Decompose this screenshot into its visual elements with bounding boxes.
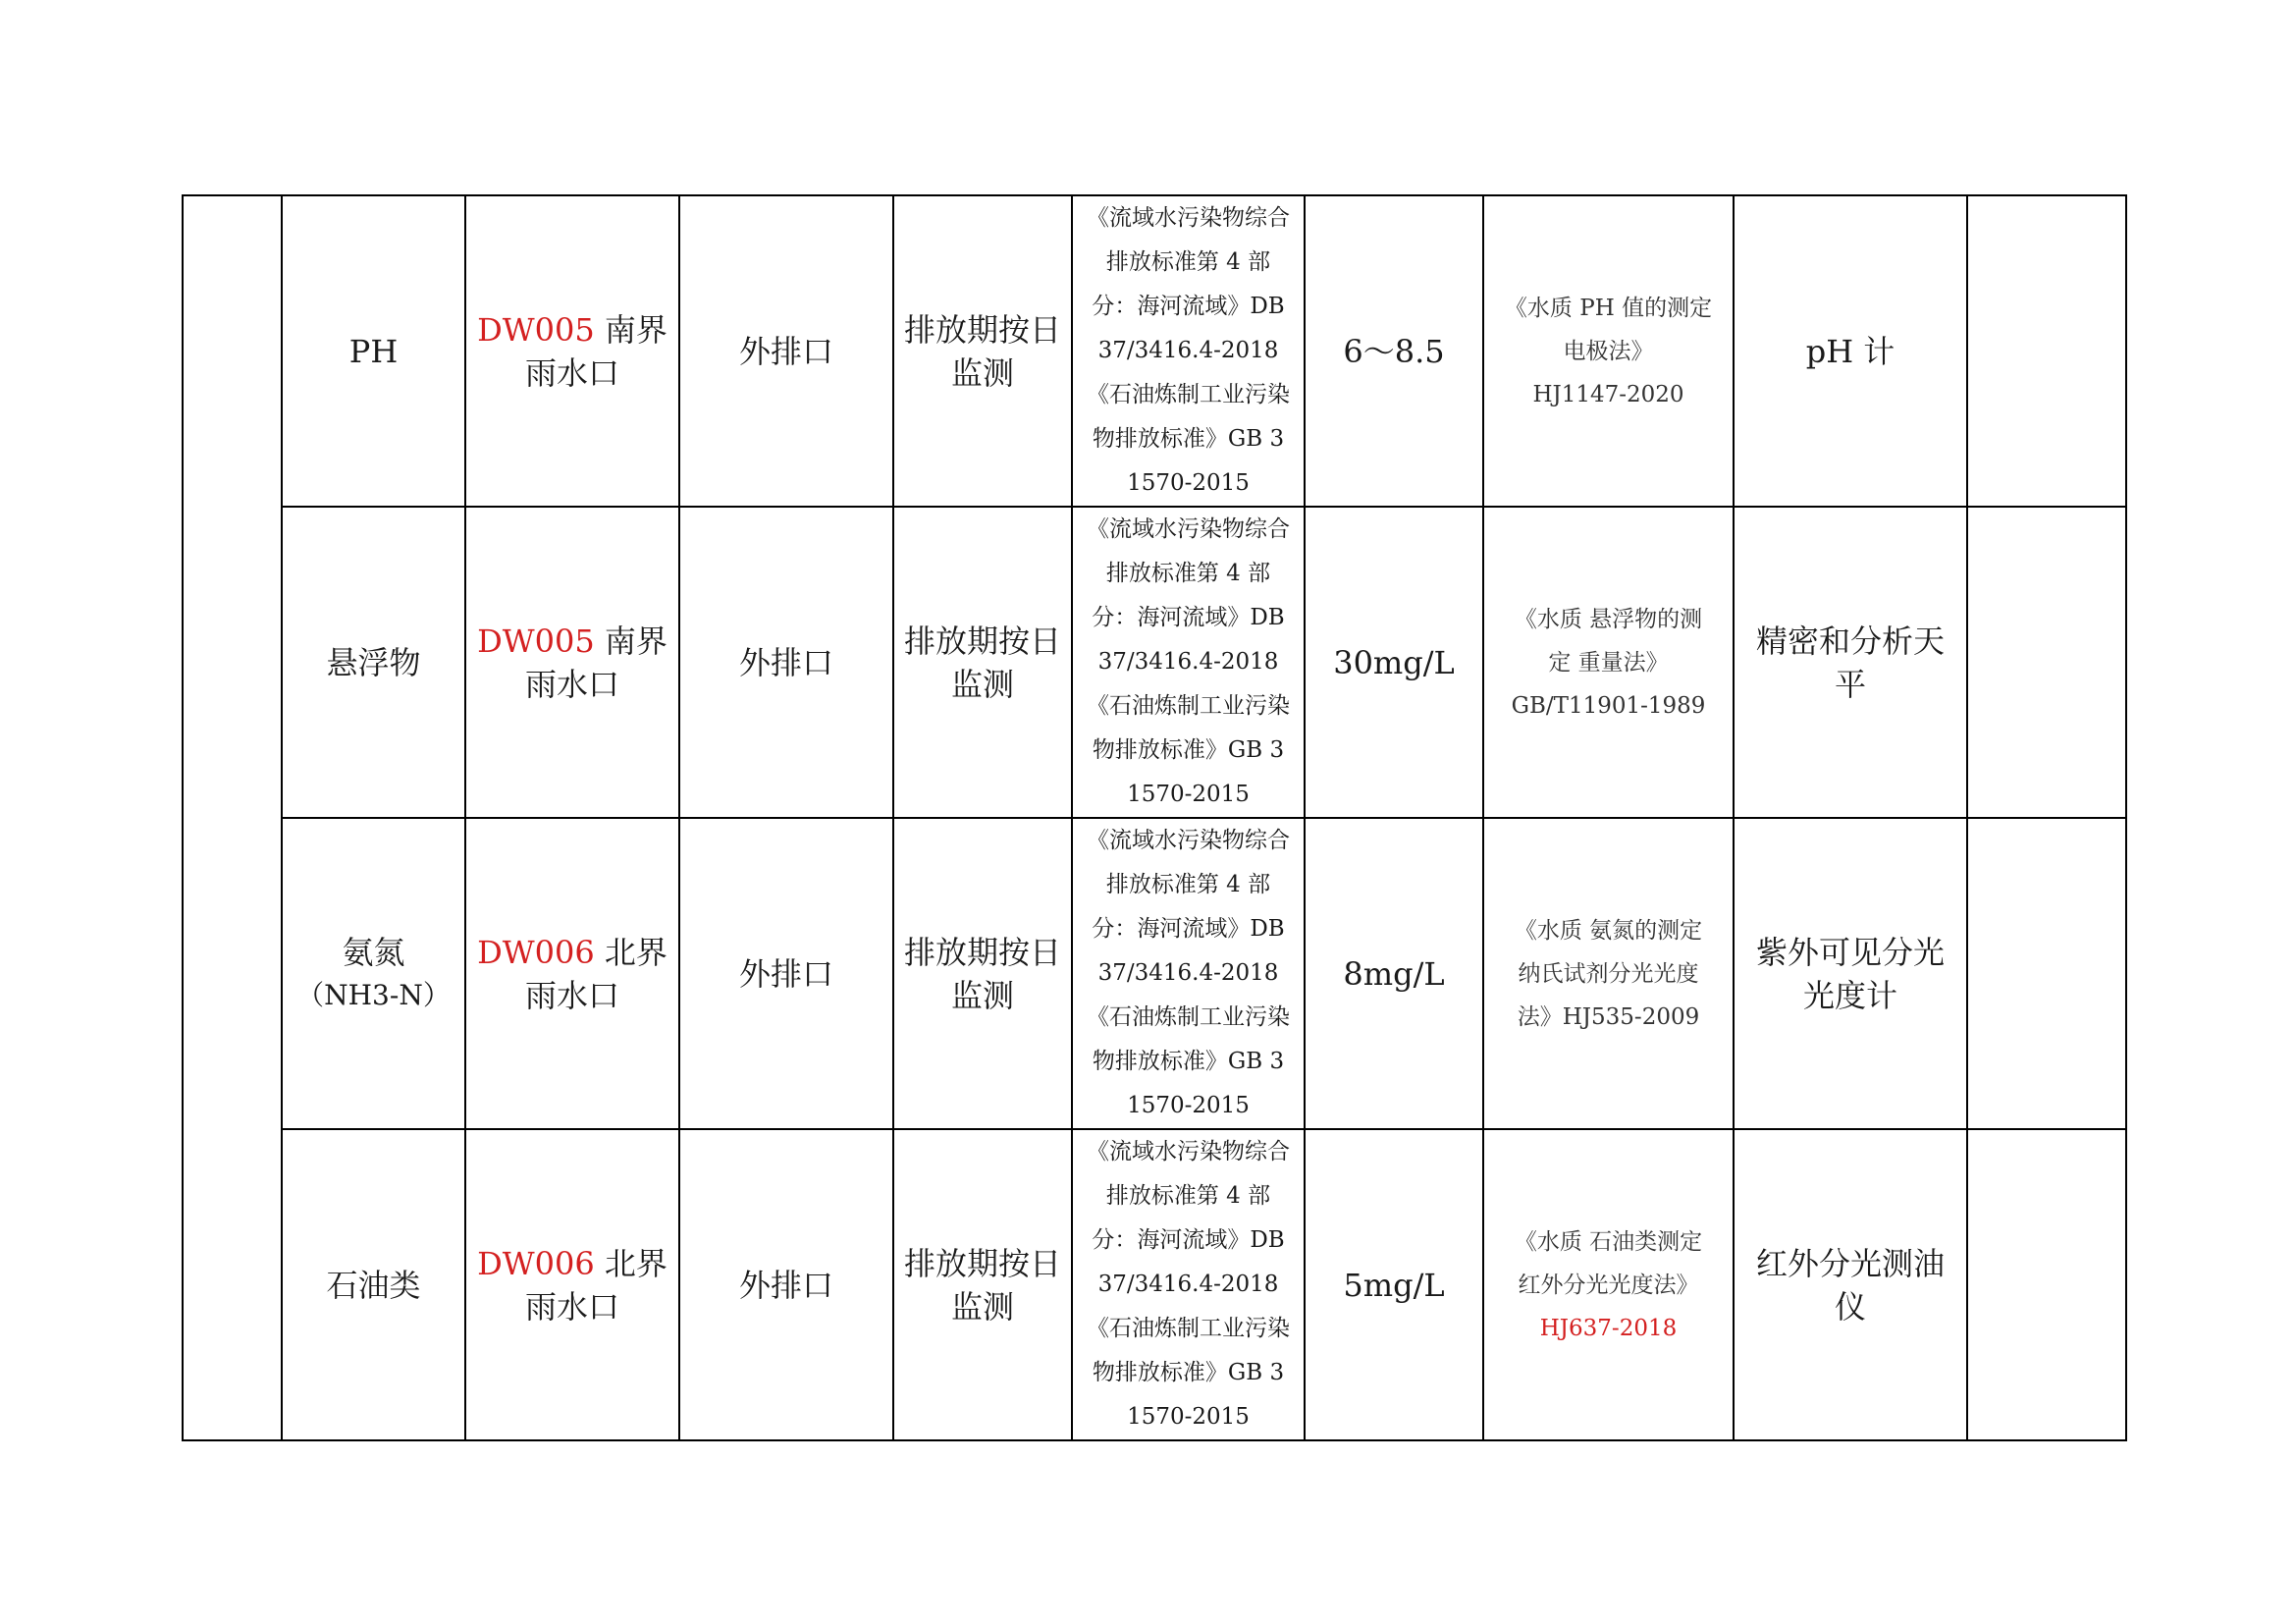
standard-cell: 《流域水污染物综合排放标准第 4 部分：海河流域》DB37/3416.4-2018《石油炼制工业污染物排放标准》GB 31570-2015 [1072,195,1305,507]
method-cell: 《水质 PH 值的测定 电极法》 HJ1147-2020 [1483,195,1734,507]
limit-cell: 6～8.5 [1305,195,1483,507]
instrument-cell: 紫外可见分光光度计 [1734,818,1967,1129]
item-cell: 悬浮物 [282,507,465,818]
limit-cell: 5mg/L [1305,1129,1483,1440]
method-cell: 《水质 石油类测定 红外分光光度法》 HJ637-2018 [1483,1129,1734,1440]
location-cell: 外排口 [679,1129,893,1440]
point-cell: DW005 南界雨水口 [465,507,679,818]
frequency-cell: 排放期按日监测 [893,818,1072,1129]
table-row [183,818,2126,1129]
instrument-cell: 红外分光测油仪 [1734,1129,1967,1440]
limit-cell: 8mg/L [1305,818,1483,1129]
method-cell: 《水质 氨氮的测定 纳氏试剂分光光度法》HJ535-2009 [1483,818,1734,1129]
location-cell: 外排口 [679,507,893,818]
frequency-cell: 排放期按日监测 [893,507,1072,818]
table-row [183,1129,2126,1440]
item-cell: 石油类 [282,1129,465,1440]
standard-cell: 《流域水污染物综合排放标准第 4 部分：海河流域》DB37/3416.4-2018《石油炼制工业污染物排放标准》GB 31570-2015 [1072,818,1305,1129]
remark-cell [1967,818,2126,1129]
monitoring-table [182,194,2127,1441]
table-row [183,507,2126,818]
remark-cell [1967,507,2126,818]
instrument-cell: 精密和分析天平 [1734,507,1967,818]
point-cell: DW006 北界雨水口 [465,1129,679,1440]
item-cell: PH [282,195,465,507]
point-cell: DW005 南界雨水口 [465,195,679,507]
instrument-cell: pH 计 [1734,195,1967,507]
remark-cell [1967,195,2126,507]
location-cell: 外排口 [679,818,893,1129]
location-cell: 外排口 [679,195,893,507]
limit-cell: 30mg/L [1305,507,1483,818]
frequency-cell: 排放期按日监测 [893,195,1072,507]
table-row [183,195,2126,507]
frequency-cell: 排放期按日监测 [893,1129,1072,1440]
category-cell [183,195,282,1440]
point-cell: DW006 北界雨水口 [465,818,679,1129]
standard-cell: 《流域水污染物综合排放标准第 4 部分：海河流域》DB37/3416.4-2018《石油炼制工业污染物排放标准》GB 31570-2015 [1072,507,1305,818]
item-cell: 氨氮 （NH3-N） [282,818,465,1129]
standard-cell: 《流域水污染物综合排放标准第 4 部分：海河流域》DB37/3416.4-2018《石油炼制工业污染物排放标准》GB 31570-2015 [1072,1129,1305,1440]
remark-cell [1967,1129,2126,1440]
method-cell: 《水质 悬浮物的测定 重量法》 GB/T11901-1989 [1483,507,1734,818]
